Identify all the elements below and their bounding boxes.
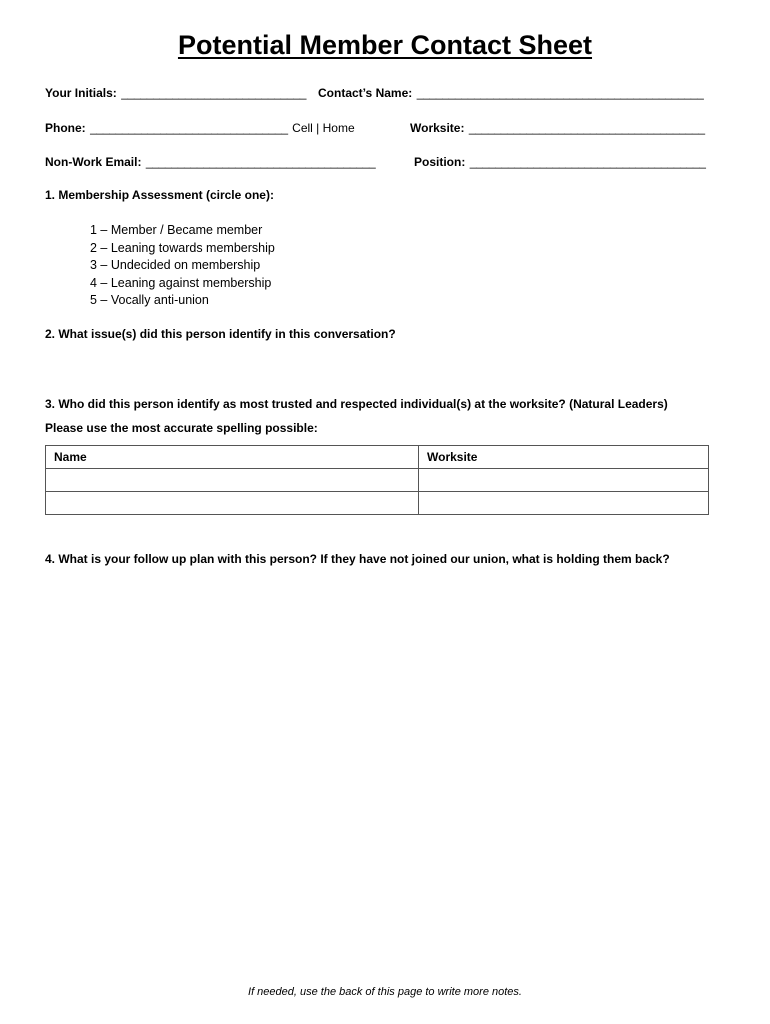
column-header-worksite: Worksite: [419, 446, 709, 469]
question-1-label: 1. Membership Assessment (circle one):: [45, 188, 274, 202]
worksite-cell[interactable]: [419, 492, 709, 515]
initials-field[interactable]: [45, 84, 306, 102]
footer-note: If needed, use the back of this page to write more notes.: [248, 986, 522, 998]
worksite-line[interactable]: _____________________________________: [468, 121, 705, 135]
position-field[interactable]: [414, 153, 706, 171]
membership-option[interactable]: 4 – Leaning against membership: [90, 275, 272, 290]
contact-name-field[interactable]: [318, 84, 704, 102]
spelling-note: Please use the most accurate spelling possible:: [45, 421, 318, 435]
membership-option[interactable]: 3 – Undecided on membership: [90, 258, 261, 272]
phone-field[interactable]: [45, 119, 355, 137]
table-row: [46, 469, 709, 492]
table-row: [46, 492, 709, 515]
name-cell[interactable]: [46, 492, 419, 515]
worksite-field[interactable]: [410, 119, 705, 137]
position-line[interactable]: _____________________________________: [469, 155, 706, 169]
membership-option[interactable]: 1 – Member / Became member: [90, 223, 263, 237]
membership-option[interactable]: 2 – Leaning towards membership: [90, 240, 275, 255]
page-title: Potential Member Contact Sheet: [177, 30, 593, 60]
membership-option[interactable]: 5 – Vocally anti-union: [90, 293, 209, 307]
natural-leaders-table: [45, 445, 709, 515]
column-header-name: Name: [46, 446, 419, 469]
question-4-label: 4. What is your follow up plan with this person? If they have not joined our union, what is holding them back?: [45, 552, 670, 566]
initials-line[interactable]: _____________________________: [121, 86, 307, 100]
question-3-label: 3. Who did this person identify as most trusted and respected individual(s) at the worksite? (Natural Leaders): [45, 397, 668, 411]
position-label: Position:: [414, 155, 466, 169]
initials-label: Your Initials:: [45, 86, 117, 100]
email-label: Non-Work Email:: [45, 155, 142, 169]
contact-name-line[interactable]: _____________________________________________: [416, 86, 704, 100]
table-header-row: [46, 446, 709, 469]
phone-type-options[interactable]: Cell | Home: [292, 121, 355, 135]
question-2-label: 2. What issue(s) did this person identify in this conversation?: [45, 327, 396, 341]
membership-options-list: [90, 222, 275, 310]
email-line[interactable]: ____________________________________: [145, 155, 376, 169]
worksite-label: Worksite:: [410, 121, 465, 135]
name-cell[interactable]: [46, 469, 419, 492]
phone-label: Phone:: [45, 121, 86, 135]
email-field[interactable]: [45, 153, 375, 171]
phone-line[interactable]: _______________________________: [90, 121, 288, 135]
contact-name-label: Contact’s Name:: [318, 86, 413, 100]
worksite-cell[interactable]: [419, 469, 709, 492]
